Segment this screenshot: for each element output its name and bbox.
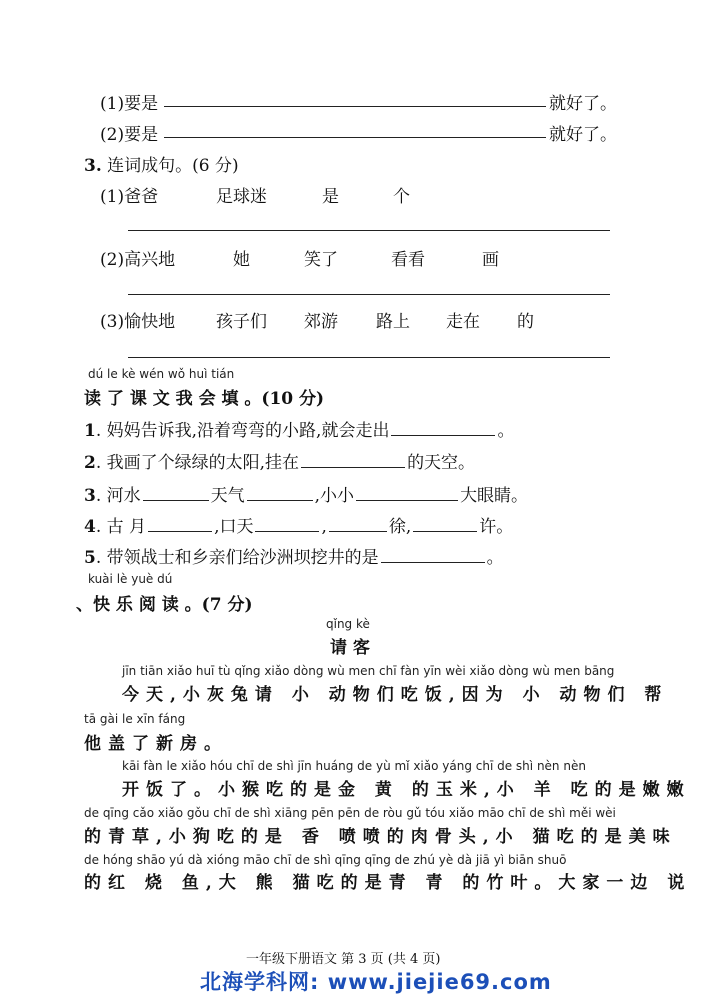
reorder-2-answer-line[interactable] — [128, 294, 610, 295]
reorder-1-answer-line[interactable] — [128, 230, 610, 231]
reading-section-title: 、快 乐 阅 读 。(7 分) — [76, 595, 253, 615]
fill-item-3-blank-1[interactable] — [143, 484, 209, 501]
fill-section-pinyin: dú le kè wén wǒ huì tián — [88, 367, 235, 381]
fill-item-3-number: 3 — [84, 486, 96, 506]
fill-item-1-end: 。 — [497, 421, 515, 441]
fill-item-2-blank[interactable] — [301, 451, 405, 468]
fill-item-4-blank-2[interactable] — [255, 515, 319, 532]
reorder-3-word-2: 孩子们 — [216, 312, 267, 332]
story-line-3-pinyin: kāi fàn le xiǎo hóu chī de shì jīn huáng de yù mǐ xiǎo yáng chī de shì nèn nèn — [122, 759, 586, 773]
story-line-2: 他盖了新房。 — [84, 734, 228, 754]
fill-item-4 — [84, 512, 513, 537]
story-line-5-pinyin: de hóng shāo yú dà xióng māo chī de shì qīng qīng de zhú yè dà jiā yì biān shuō — [84, 853, 567, 867]
fill-item-4-text-1: . 古 月 — [95, 517, 147, 537]
story-line-3: 开饭了。小猴吃的是金 黄 的玉米,小 羊 吃的是嫩嫩 — [122, 780, 691, 800]
fill-item-4-text-3: , — [321, 517, 327, 537]
fill-item-2-number: 2 — [84, 453, 96, 473]
reorder-2-word-1: (2)高兴地 — [100, 250, 176, 270]
fill-item-4-text-5: 许。 — [479, 517, 514, 537]
fill-item-1-blank[interactable] — [391, 419, 495, 436]
fill-item-4-blank-1[interactable] — [148, 515, 212, 532]
story-line-2-pinyin: tā gài le xīn fáng — [84, 712, 186, 726]
story-line-4-pinyin: de qīng cǎo xiǎo gǒu chī de shì xiāng pēn pēn de ròu gǔ tóu xiǎo māo chī de shì měi wèi — [84, 806, 616, 820]
reorder-2-word-3: 笑了 — [304, 250, 338, 270]
fill-item-1 — [84, 416, 514, 441]
story-line-5: 的红 烧 鱼,大 熊 猫吃的是青 青 的竹叶。大家一边 说 — [84, 873, 692, 893]
reorder-1-word-2: 足球迷 — [216, 187, 267, 207]
fill-item-2-text: . 我画了个绿绿的太阳,挂在 — [95, 453, 300, 473]
fill-item-1-number: 1 — [84, 421, 96, 441]
fill-item-3-text-2: 天气 — [210, 486, 245, 506]
sentence-1-end: 就好了。 — [549, 94, 617, 114]
story-title: 请 客 — [330, 638, 370, 658]
section3-number: 3. — [84, 156, 102, 176]
fill-item-3-blank-2[interactable] — [247, 484, 313, 501]
fill-item-5-text: . 带领战士和乡亲们给沙洲坝挖井的是 — [95, 548, 379, 568]
sentence-2-label: (2)要是 — [100, 125, 159, 145]
fill-item-2 — [84, 448, 475, 473]
sentence-2-blank[interactable] — [164, 137, 546, 138]
section3-heading — [84, 151, 239, 176]
fill-item-5-blank[interactable] — [381, 546, 485, 563]
fill-item-5-number: 5 — [84, 548, 96, 568]
fill-item-3-blank-3[interactable] — [356, 484, 458, 501]
story-line-1: 今天,小灰兔请 小 动物们吃饭,因为 小 动物们 帮 — [122, 685, 669, 705]
watermark: 北海学科网: www.jiejie69.com — [200, 970, 552, 994]
reorder-3-answer-line[interactable] — [128, 357, 610, 358]
sentence-1-label: (1)要是 — [100, 94, 159, 114]
fill-item-4-text-2: ,口天 — [214, 517, 254, 537]
sentence-1-blank[interactable] — [164, 106, 546, 107]
fill-item-5 — [84, 543, 504, 568]
reorder-1-word-4: 个 — [393, 187, 410, 207]
reorder-3-word-6: 的 — [517, 312, 534, 332]
fill-item-4-text-4: 徐, — [388, 517, 412, 537]
fill-section-title: 读 了 课 文 我 会 填 。(10 分) — [84, 389, 325, 409]
story-line-1-pinyin: jīn tiān xiǎo huī tù qǐng xiǎo dòng wù men chī fàn yīn wèi xiǎo dòng wù men bāng — [122, 664, 615, 678]
fill-item-3 — [84, 481, 528, 506]
reorder-3-word-1: (3)愉快地 — [100, 312, 176, 332]
reorder-2-word-2: 她 — [233, 250, 250, 270]
reorder-3-word-3: 郊游 — [304, 312, 338, 332]
reorder-2-word-4: 看看 — [391, 250, 425, 270]
fill-item-3-text-3: ,小小 — [314, 486, 355, 506]
fill-item-1-text: . 妈妈告诉我,沿着弯弯的小路,就会走出 — [95, 421, 390, 441]
fill-item-4-blank-3[interactable] — [329, 515, 387, 532]
fill-item-3-text-1: . 河水 — [95, 486, 141, 506]
fill-item-2-end: 的天空。 — [407, 453, 476, 473]
fill-item-5-end: 。 — [486, 548, 504, 568]
fill-item-3-text-4: 大眼睛。 — [460, 486, 529, 506]
reorder-3-word-4: 路上 — [376, 312, 410, 332]
story-line-4: 的青草,小狗吃的是 香 喷喷的肉骨头,小 猫吃的是美味 — [84, 827, 677, 847]
sentence-2-end: 就好了。 — [549, 125, 617, 145]
story-title-pinyin: qǐng kè — [326, 617, 370, 631]
section3-title: 连词成句。(6 分) — [107, 156, 239, 176]
page-footer: 一年级下册语文 第 3 页 (共 4 页) — [246, 952, 441, 967]
reorder-2-word-5: 画 — [482, 250, 499, 270]
reading-section-pinyin: kuài lè yuè dú — [88, 572, 173, 586]
fill-item-4-number: 4 — [84, 517, 96, 537]
reorder-3-word-5: 走在 — [446, 312, 480, 332]
reorder-1-word-3: 是 — [322, 187, 339, 207]
fill-item-4-blank-4[interactable] — [413, 515, 477, 532]
reorder-1-word-1: (1)爸爸 — [100, 187, 159, 207]
